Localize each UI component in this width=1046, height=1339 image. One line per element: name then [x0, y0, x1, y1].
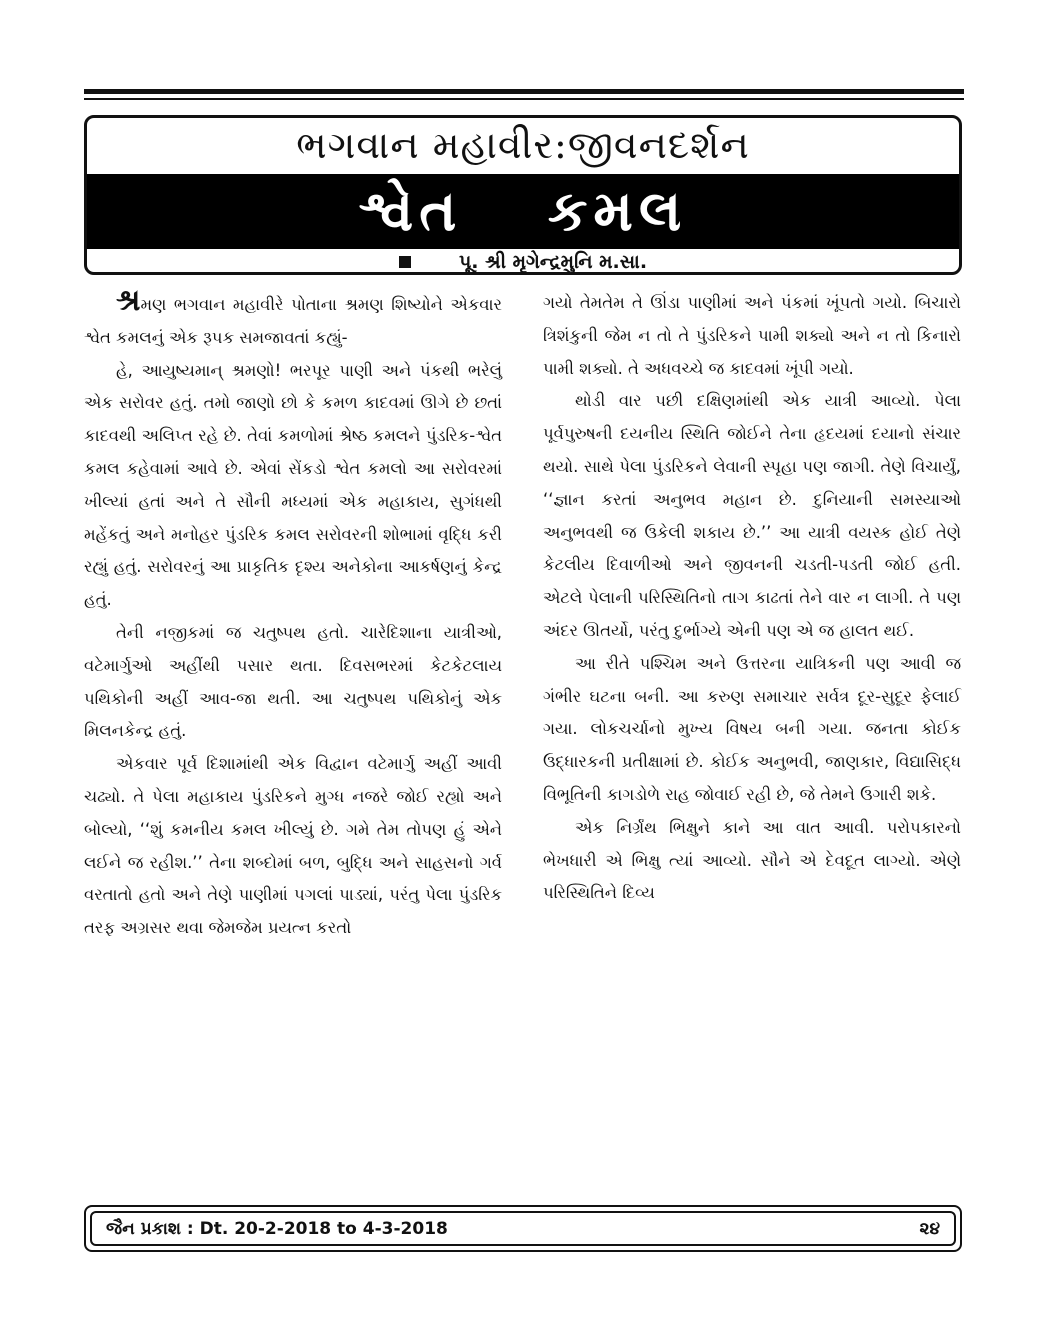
paragraph: એક નિર્ગ્રંથ ભિક્ષુને કાને આ વાત આવી. પરોપકારનો ભેખધારી એ ભિક્ષુ ત્યાં આવ્યો. સૌને એ દેવદૂત લાગ્યો. એણે પરિસ્થિતિને દિવ્ય: [543, 817, 961, 903]
title-banner: [84, 174, 962, 249]
paragraph: ગયો તેમતેમ તે ઊંડા પાણીમાં અને પંકમાં ખૂંપતો ગયો. બિચારો ત્રિશંકુની જેમ ન તો તે પુંડરિકને પામી શક્યો અને ન તો કિનારો પામી શક્યો. તે અધવચ્ચે જ કાદવમાં ખૂંપી ગયો.: [543, 293, 961, 378]
right-column: [543, 287, 961, 910]
left-column: [84, 283, 502, 945]
paragraph: તેની નજીકમાં જ ચતુષ્પથ હતો. ચારેદિશાના યાત્રીઓ, વટેમાર્ગુઓ અહીંથી પસાર થતા. દિવસભરમાં કેટકેટલાય પથિકોની અહીં આવ-જા થતી. આ ચતુષ્પથ પથિકોનું એક મિલનકેન્દ્ર હતું.: [84, 622, 502, 741]
masthead: [84, 115, 962, 275]
author-line: [87, 249, 959, 275]
top-rule-thin: [84, 98, 964, 100]
footer: [84, 1205, 962, 1252]
paragraph: એકવાર પૂર્વ દિશામાંથી એક વિદ્વાન વટેમાર્ગુ અહીં આવી ચઢ્યો. તે પેલા મહાકાય પુંડરિકને મુગ્ધ નજરે જોઈ રહ્યો અને બોલ્યો, ‘‘શું કમનીય કમલ ખીલ્યું છે. ગમે તેમ તોપણ હું એને લઈને જ રહીશ.’’ તેના શબ્દોમાં બળ, બુદ્ધિ અને સાહસનો ગર્વ વરતાતો હતો અને તેણે પાણીમાં પગલાં પાડ્યાં, પરંતુ પેલા પુંડરિક તરફ અગ્રસર થવા જેમજેમ પ્રયત્ન કરતો: [84, 754, 502, 938]
paragraph-text: મણ ભગવાન મહાવીરે પોતાના શ્રમણ શિષ્યોને એકવાર શ્વેત કમલનું એક રૂપક સમજાવતાં કહ્યું-: [84, 295, 502, 347]
series-title: ભગવાન મહાવીર:જીવનદર્શન: [296, 123, 750, 167]
footer-inner: [90, 1211, 956, 1246]
paragraph: થોડી વાર પછી દક્ષિણમાંથી એક યાત્રી આવ્યો. પેલા પૂર્વપુરુષની દયનીય સ્થિતિ જોઈને તેના હૃદયમાં દયાનો સંચાર થયો. સાથે પેલા પુંડરિકને લેવાની સ્પૃહા પણ જાગી. તેણે વિચાર્યું, ‘‘જ્ઞાન કરતાં અનુભવ મહાન છે. દુનિયાની સમસ્યાઓ અનુભવથી જ ઉકેલી શકાય છે.’’ આ યાત્રી વયસ્ક હોઈ તેણે કેટલીય દિવાળીઓ અને જીવનની ચડતી-પડતી જોઈ હતી. એટલે પેલાની પરિસ્થિતિનો તાગ કાઢતાં તેને વાર ન લાગી. તે પણ અંદર ઊતર્યો, પરંતુ દુર્ભાગ્યે એની પણ એ જ હાલત થઈ.: [543, 391, 961, 640]
page-number: ૨૪: [919, 1218, 940, 1239]
paragraph: આ રીતે પશ્ચિમ અને ઉત્તરના યાત્રિકની પણ આવી જ ગંભીર ઘટના બની. આ કરુણ સમાચાર સર્વત્ર દૂર-સુદૂર ફેલાઈ ગયા. લોકચર્ચાનો મુખ્ય વિષય બની ગયા. જનતા કોઈક ઉદ્ધારકની પ્રતીક્ષામાં છે. કોઈક અનુભવી, જાણકાર, વિદ્યાસિદ્ધ વિભૂતિની કાગડોળે રાહ જોવાઈ રહી છે, જે તેમને ઉગારી શકે.: [543, 653, 961, 804]
author-name: પૂ. શ્રી મૃગેન્દ્રમુનિ મ.સા.: [458, 251, 648, 273]
publication-info: જૈન પ્રકાશ : Dt. 20-2-2018 to 4-3-2018: [106, 1218, 448, 1239]
dropcap: શ્ર: [116, 283, 141, 318]
article-title: શ્વેત કમલ: [358, 178, 688, 244]
top-rule-thick: [84, 89, 964, 94]
paragraph: હે, આયુષ્યમાન્ શ્રમણો! ભરપૂર પાણી અને પંકથી ભરેલું એક સરોવર હતું. તમો જાણો છો કે કમળ કાદવમાં ઊગે છે છતાં કાદવથી અલિપ્ત રહે છે. તેવાં કમળોમાં શ્રેષ્ઠ કમલને પુંડરિક-શ્વેત કમલ કહેવામાં આવે છે. એવાં સેંકડો શ્વેત કમલો આ સરોવરમાં ખીલ્યાં હતાં અને તે સૌની મધ્યમાં એક મહાકાય, સુગંધથી મહેંકતું અને મનોહર પુંડરિક કમલ સરોવરની શોભામાં વૃદ્ધિ કરી રહ્યું હતું. સરોવરનું આ પ્રાકૃતિક દૃશ્ય અનેકોના આકર્ષણનું કેન્દ્ર હતું.: [84, 360, 502, 610]
paragraph: [84, 283, 502, 355]
square-bullet-icon: [399, 256, 411, 268]
